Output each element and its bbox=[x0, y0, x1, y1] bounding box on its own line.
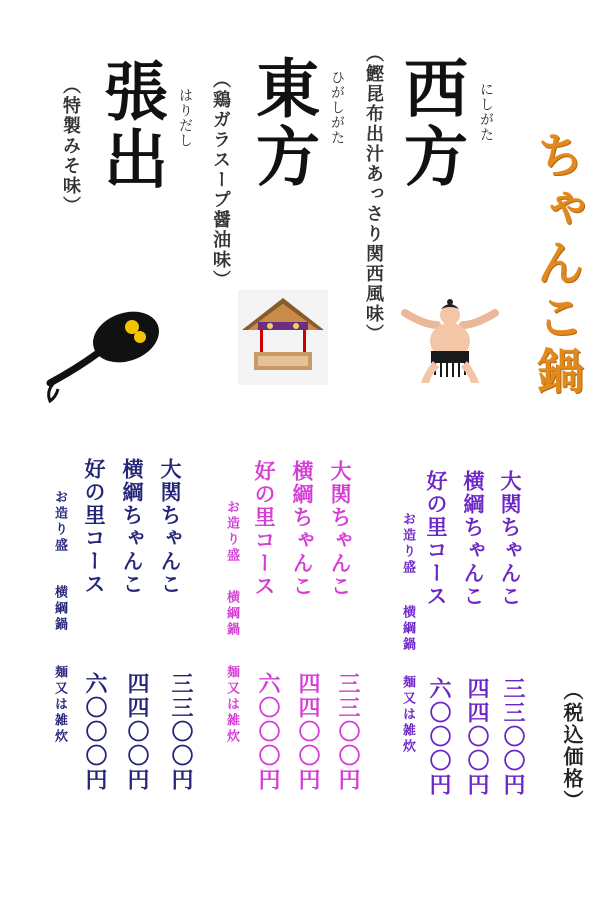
price-konosato: 六〇〇〇円 bbox=[255, 672, 281, 792]
course-yokozuna: 横綱ちゃんこ bbox=[120, 458, 145, 596]
gunbai-fan-icon bbox=[40, 305, 170, 415]
price-ozeki: 三三〇〇円 bbox=[335, 672, 361, 792]
note-yokozuna-nabe: 横綱鍋 bbox=[52, 585, 67, 633]
higashikata-soup: （鶏ガラスープ醤油味） bbox=[210, 70, 231, 290]
price-konosato: 六〇〇〇円 bbox=[426, 677, 452, 797]
course-yokozuna: 横綱ちゃんこ bbox=[290, 460, 315, 598]
price-yokozuna: 四四〇〇円 bbox=[464, 677, 490, 797]
note-otsukuri: お造り盛 bbox=[224, 500, 239, 564]
haridashi-heading: 張出 bbox=[93, 58, 168, 194]
note-men-zosui: 麺又は雑炊 bbox=[224, 665, 239, 745]
sumo-ring-roof-icon bbox=[238, 290, 328, 385]
nishikata-heading: 西方 bbox=[393, 55, 468, 191]
course-ozeki: 大関ちゃんこ bbox=[328, 460, 353, 598]
price-yokozuna: 四四〇〇円 bbox=[295, 672, 321, 792]
course-yokozuna: 横綱ちゃんこ bbox=[461, 470, 486, 608]
note-men-zosui: 麺又は雑炊 bbox=[400, 675, 415, 755]
course-konosato: 好の里コース bbox=[424, 470, 449, 608]
course-konosato: 好の里コース bbox=[82, 458, 107, 596]
note-yokozuna-nabe: 横綱鍋 bbox=[400, 605, 415, 653]
haridashi-reading: はりだし bbox=[177, 88, 193, 148]
course-konosato: 好の里コース bbox=[252, 460, 277, 598]
menu-title: ちゃんこ鍋 bbox=[528, 130, 584, 400]
haridashi-soup: （特製みそ味） bbox=[60, 76, 81, 216]
note-men-zosui: 麺又は雑炊 bbox=[52, 665, 67, 745]
price-ozeki: 三三〇〇円 bbox=[168, 672, 194, 792]
note-otsukuri: お造り盛 bbox=[52, 490, 67, 554]
price-yokozuna: 四四〇〇円 bbox=[124, 672, 150, 792]
course-ozeki: 大関ちゃんこ bbox=[498, 470, 523, 608]
nishikata-soup: （鰹昆布出汁あっさり関西風味） bbox=[363, 44, 384, 344]
course-ozeki: 大関ちゃんこ bbox=[158, 458, 183, 596]
sumo-wrestler-icon bbox=[395, 295, 505, 385]
price-konosato: 六〇〇〇円 bbox=[82, 672, 108, 792]
price-ozeki: 三三〇〇円 bbox=[500, 677, 526, 797]
note-yokozuna-nabe: 横綱鍋 bbox=[224, 590, 239, 638]
higashikata-heading: 東方 bbox=[245, 55, 320, 191]
nishikata-reading: にしがた bbox=[478, 82, 494, 142]
note-otsukuri: お造り盛 bbox=[400, 512, 415, 576]
tax-note: （税込価格） bbox=[560, 680, 584, 812]
higashikata-reading: ひがしがた bbox=[329, 70, 345, 145]
